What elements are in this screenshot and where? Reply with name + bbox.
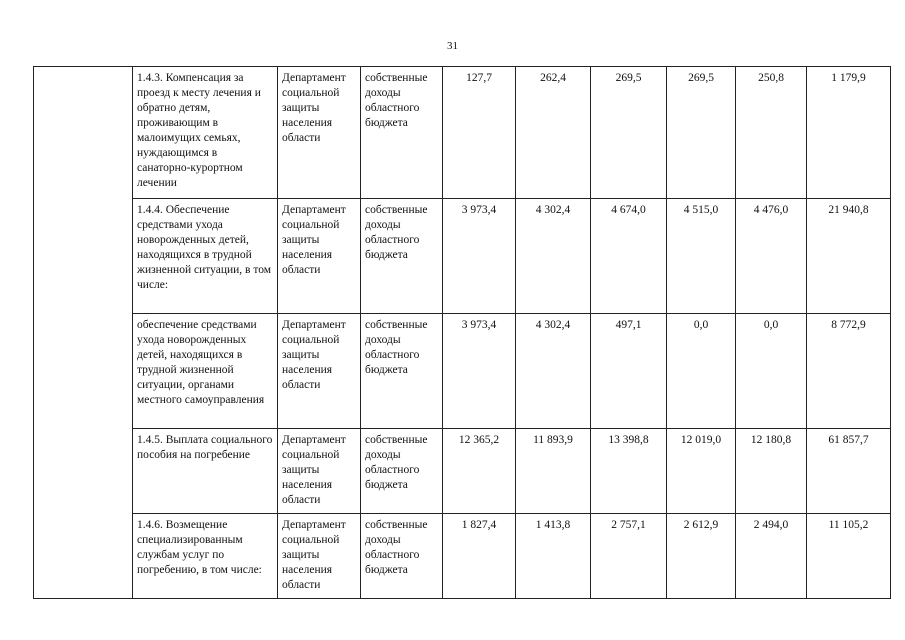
- value-cell: 1 413,8: [516, 513, 591, 598]
- value-cell: 3 973,4: [443, 314, 516, 429]
- budget-table: [33, 66, 891, 599]
- value-cell: 4 515,0: [667, 199, 736, 314]
- executor-cell: Департамент социальной защиты населения области: [278, 199, 361, 314]
- total-cell: 61 857,7: [807, 429, 891, 513]
- value-cell: 4 476,0: [736, 199, 807, 314]
- measure-name-cell: 1.4.6. Возмещение специализированным службам услуг по погребению, в том числе:: [133, 513, 278, 598]
- funding-source-cell: собственные доходы областного бюджета: [361, 314, 443, 429]
- value-cell: 497,1: [591, 314, 667, 429]
- executor-cell: Департамент социальной защиты населения области: [278, 67, 361, 199]
- measure-name-cell: обеспечение средствами ухода новорожденных детей, находящихся в трудной жизненной ситуации, органами местного самоуправления: [133, 314, 278, 429]
- funding-source-cell: собственные доходы областного бюджета: [361, 429, 443, 513]
- value-cell: 4 302,4: [516, 314, 591, 429]
- funding-source-cell: собственные доходы областного бюджета: [361, 199, 443, 314]
- value-cell: 2 494,0: [736, 513, 807, 598]
- table-row: [34, 314, 891, 429]
- page-number: 31: [447, 40, 458, 52]
- total-cell: 1 179,9: [807, 67, 891, 199]
- value-cell: 269,5: [667, 67, 736, 199]
- value-cell: 2 757,1: [591, 513, 667, 598]
- value-cell: 1 827,4: [443, 513, 516, 598]
- table-row: [34, 513, 891, 598]
- value-cell: 262,4: [516, 67, 591, 199]
- funding-source-cell: собственные доходы областного бюджета: [361, 67, 443, 199]
- value-cell: 12 019,0: [667, 429, 736, 513]
- table-row: [34, 199, 891, 314]
- measure-name-cell: 1.4.5. Выплата социального пособия на погребение: [133, 429, 278, 513]
- measure-name-cell: 1.4.3. Компенсация за проезд к месту лечения и обратно детям, проживающим в малоимущих семьях, нуждающимся в санаторно-курортном лечении: [133, 67, 278, 199]
- total-cell: 8 772,9: [807, 314, 891, 429]
- value-cell: 269,5: [591, 67, 667, 199]
- executor-cell: Департамент социальной защиты населения области: [278, 429, 361, 513]
- value-cell: 12 180,8: [736, 429, 807, 513]
- total-cell: 21 940,8: [807, 199, 891, 314]
- total-cell: 11 105,2: [807, 513, 891, 598]
- value-cell: 127,7: [443, 67, 516, 199]
- measure-name-cell: 1.4.4. Обеспечение средствами ухода новорожденных детей, находящихся в трудной жизненной ситуации, в том числе:: [133, 199, 278, 314]
- table-row: [34, 67, 891, 199]
- value-cell: 2 612,9: [667, 513, 736, 598]
- value-cell: 12 365,2: [443, 429, 516, 513]
- value-cell: 0,0: [667, 314, 736, 429]
- value-cell: 4 302,4: [516, 199, 591, 314]
- executor-cell: Департамент социальной защиты населения области: [278, 314, 361, 429]
- funding-source-cell: собственные доходы областного бюджета: [361, 513, 443, 598]
- value-cell: 13 398,8: [591, 429, 667, 513]
- value-cell: 0,0: [736, 314, 807, 429]
- executor-cell: Департамент социальной защиты населения области: [278, 513, 361, 598]
- value-cell: 250,8: [736, 67, 807, 199]
- value-cell: 11 893,9: [516, 429, 591, 513]
- table-row: [34, 429, 891, 513]
- merged-blank-cell: [34, 67, 133, 599]
- value-cell: 3 973,4: [443, 199, 516, 314]
- value-cell: 4 674,0: [591, 199, 667, 314]
